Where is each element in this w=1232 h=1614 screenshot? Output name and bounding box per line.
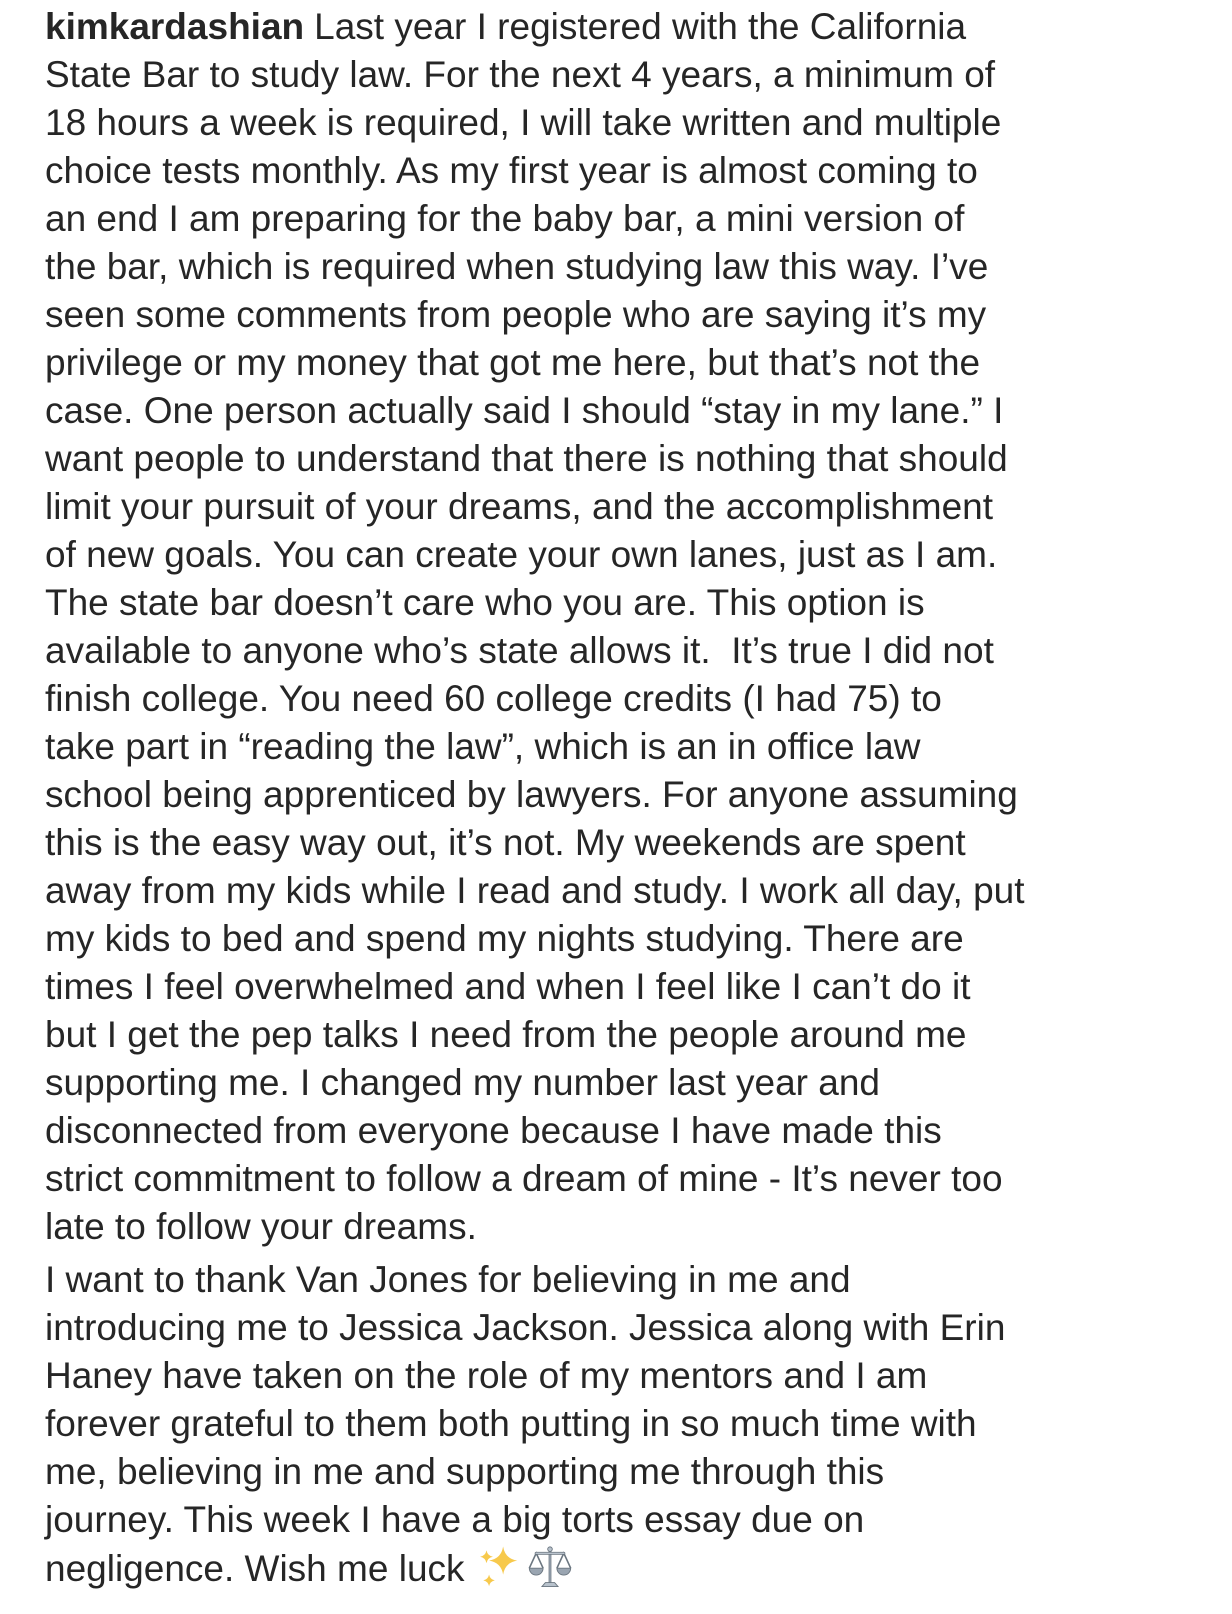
caption-line: but I get the pep talks I need from the people around me	[45, 1014, 967, 1055]
caption-line: take part in “reading the law”, which is an in office law	[45, 726, 921, 767]
caption-line: want people to understand that there is nothing that should	[45, 438, 1008, 479]
caption-line: journey. This week I have a big torts essay due on	[45, 1499, 865, 1540]
caption-line: choice tests monthly. As my first year is almost coming to	[45, 150, 978, 191]
sparkles-emoji	[475, 1544, 521, 1590]
caption-line: the bar, which is required when studying law this way. I’ve	[45, 246, 989, 287]
caption-line	[45, 1544, 1196, 1593]
caption-line: I want to thank Van Jones for believing in me and	[45, 1259, 851, 1300]
caption-paragraph-2	[45, 1256, 1196, 1593]
caption-line: limit your pursuit of your dreams, and the accomplishment	[45, 486, 994, 527]
caption-line: case. One person actually said I should “stay in my lane.” I	[45, 390, 1004, 431]
caption-line: school being apprenticed by lawyers. For anyone assuming	[45, 774, 1018, 815]
username-link[interactable]: kimkardashian	[45, 6, 305, 47]
caption-text: Last year I registered with the California	[314, 6, 967, 47]
caption-line: an end I am preparing for the baby bar, a mini version of	[45, 198, 965, 239]
balance-scale-emoji	[527, 1544, 573, 1590]
caption-line: supporting me. I changed my number last year and	[45, 1062, 881, 1103]
caption-line: me, believing in me and supporting me through this	[45, 1451, 885, 1492]
caption-line: my kids to bed and spend my nights studying. There are	[45, 918, 964, 959]
caption-line: of new goals. You can create your own lanes, just as I am.	[45, 534, 998, 575]
caption-line: The state bar doesn’t care who you are. This option is	[45, 582, 925, 623]
caption-line: strict commitment to follow a dream of mine - It’s never too	[45, 1158, 1003, 1199]
caption-line: Haney have taken on the role of my mentors and I am	[45, 1355, 928, 1396]
caption-line: times I feel overwhelmed and when I feel like I can’t do it	[45, 966, 971, 1007]
caption-line: 18 hours a week is required, I will take written and multiple	[45, 102, 1002, 143]
caption-line: this is the easy way out, it’s not. My weekends are spent	[45, 822, 966, 863]
caption-line: finish college. You need 60 college credits (I had 75) to	[45, 678, 942, 719]
caption-paragraph-1	[45, 3, 1196, 1251]
caption-line	[45, 3, 1196, 51]
caption-line: late to follow your dreams.	[45, 1206, 477, 1247]
caption-line: away from my kids while I read and study. I work all day, put	[45, 870, 1025, 911]
caption-line: seen some comments from people who are saying it’s my	[45, 294, 987, 335]
caption-line: State Bar to study law. For the next 4 years, a minimum of	[45, 54, 996, 95]
caption-line: forever grateful to them both putting in so much time with	[45, 1403, 977, 1444]
caption-line: available to anyone who’s state allows it. It’s true I did not	[45, 630, 994, 671]
caption-line: introducing me to Jessica Jackson. Jessica along with Erin	[45, 1307, 1006, 1348]
caption-text: negligence. Wish me luck	[45, 1548, 475, 1589]
caption-line: disconnected from everyone because I have made this	[45, 1110, 942, 1151]
caption-line: privilege or my money that got me here, but that’s not the	[45, 342, 981, 383]
